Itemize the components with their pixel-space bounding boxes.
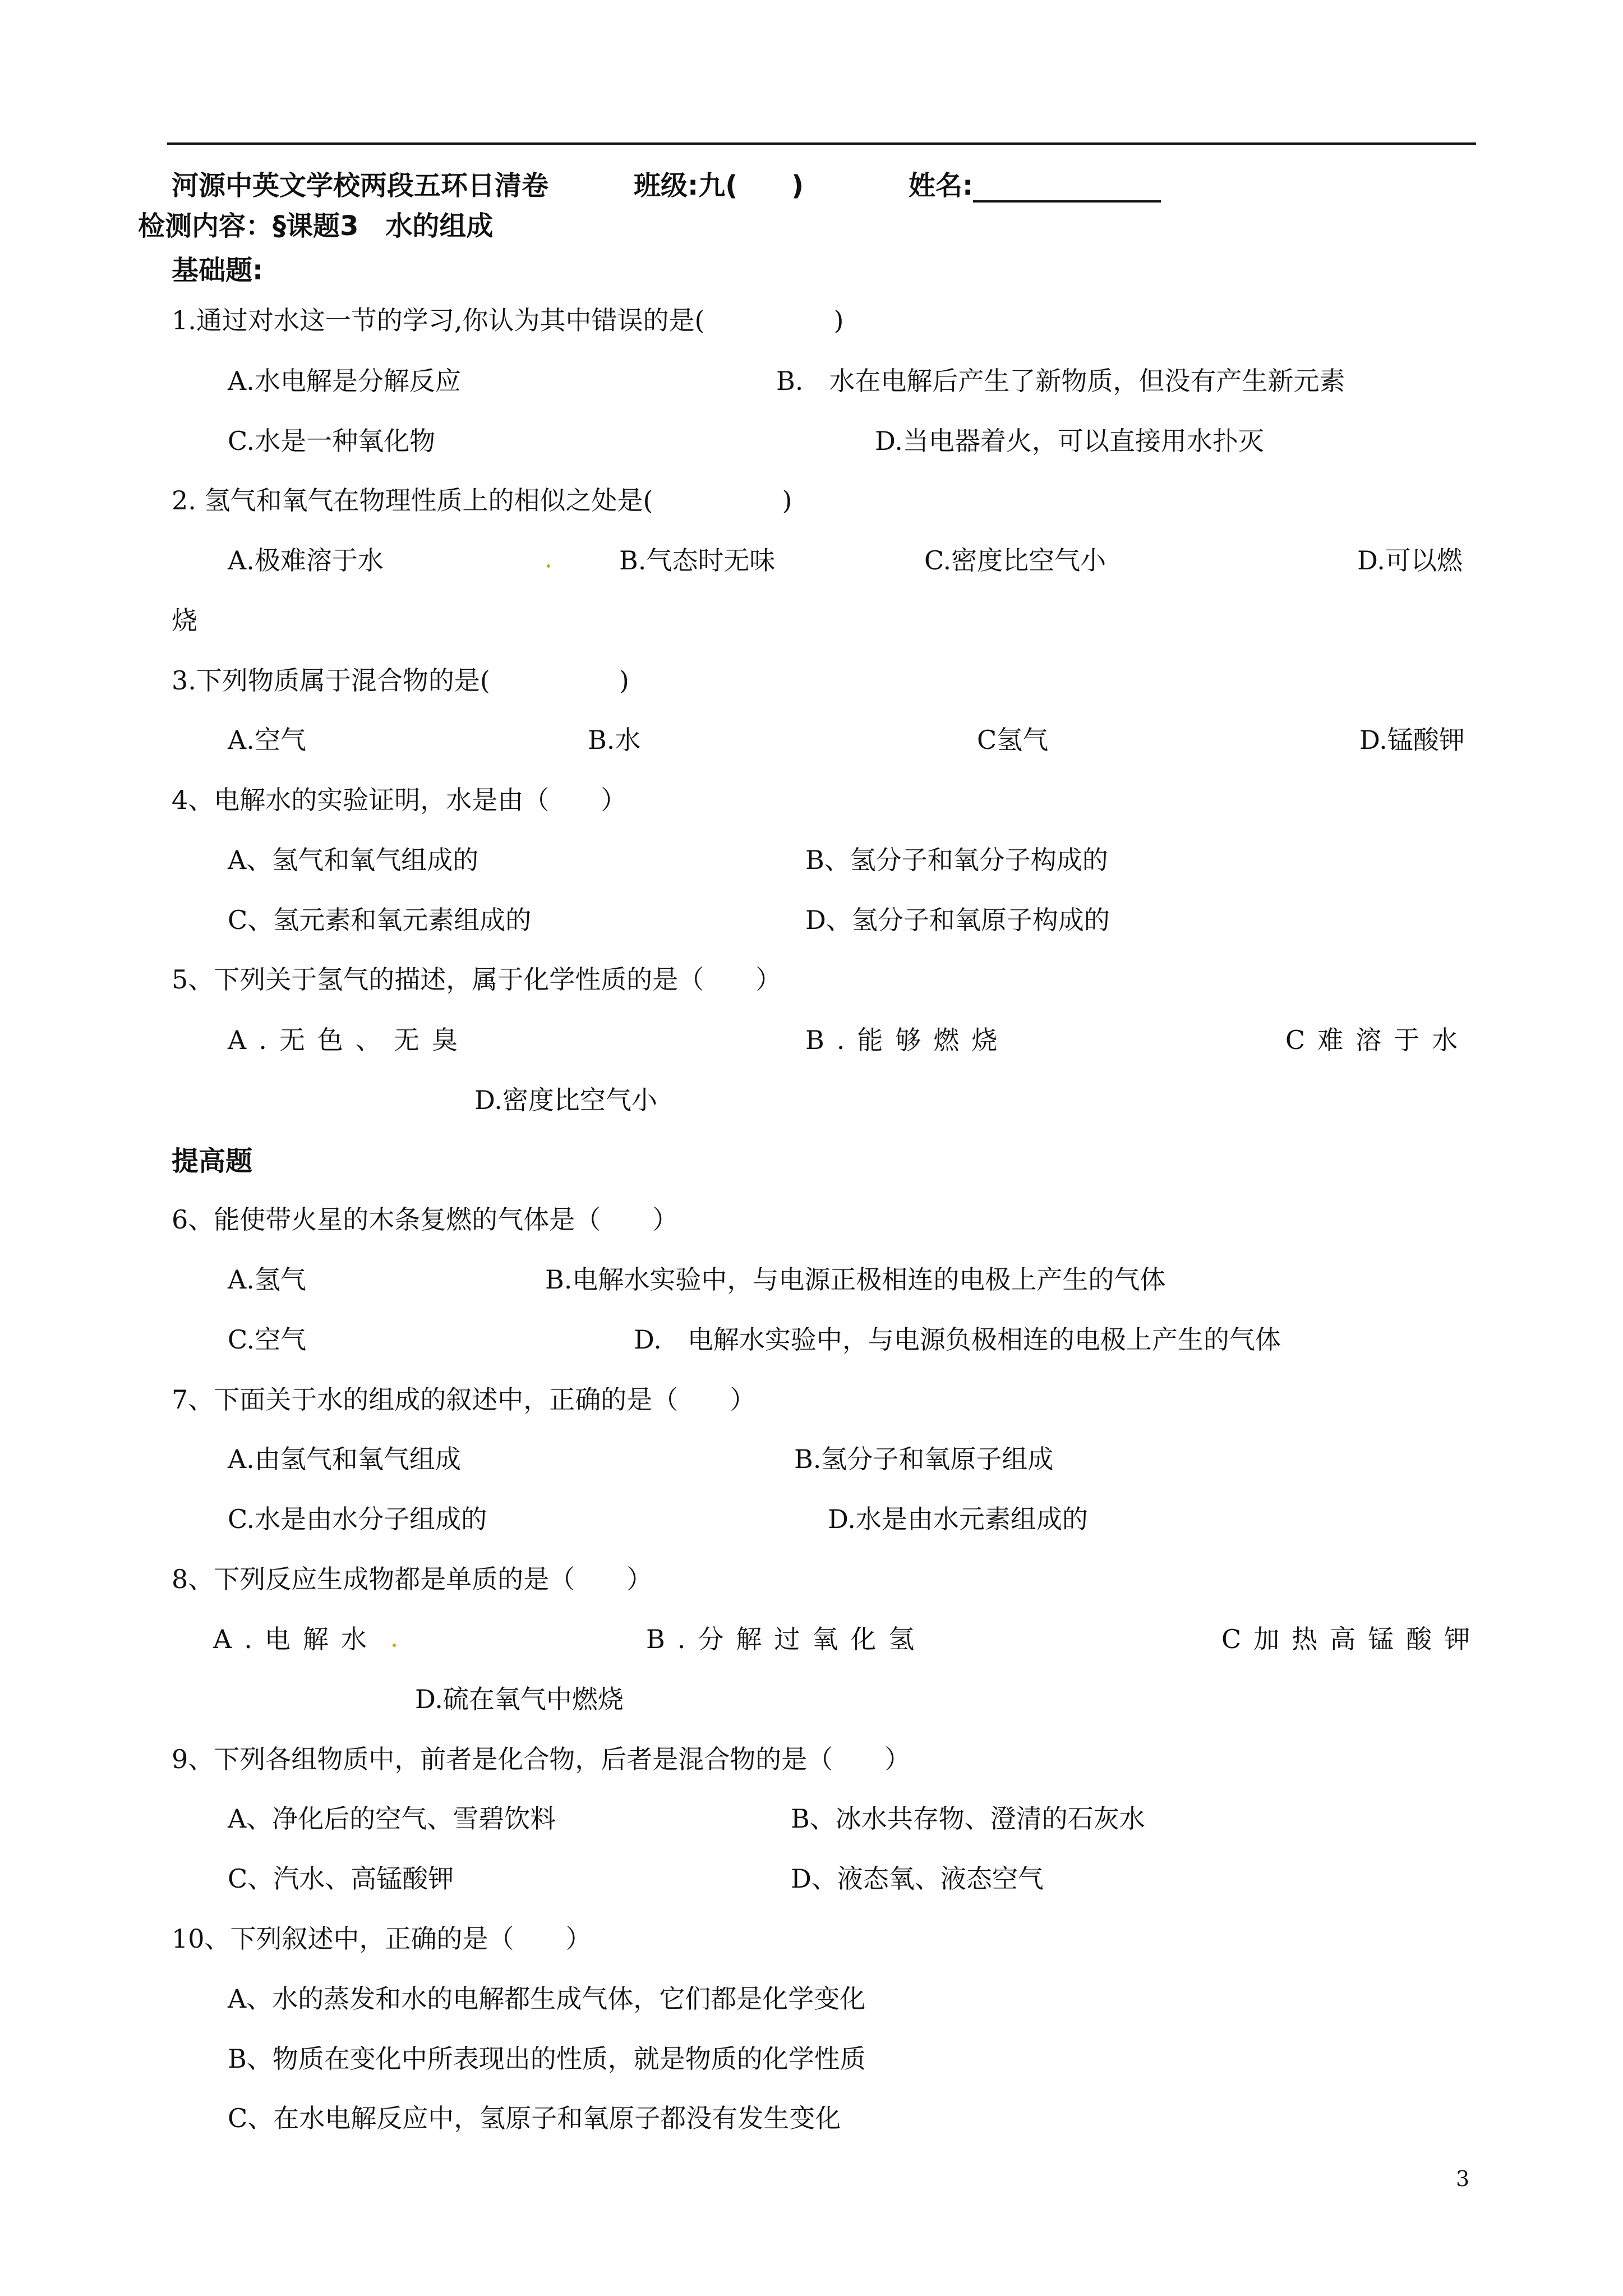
- q9-option-c: C、汽水、高锰酸钾: [228, 1864, 454, 1894]
- name-field[interactable]: [909, 164, 1161, 203]
- q3-option-d: D.锰酸钾: [1359, 725, 1465, 755]
- q9-option-b: B、冰水共存物、澄清的石灰水: [791, 1803, 1145, 1834]
- q4-option-b: B、氢分子和氧分子构成的: [805, 845, 1108, 875]
- q7-option-d: D.水是由水元素组成的: [828, 1504, 1088, 1534]
- q7-option-c: C.水是由水分子组成的: [228, 1504, 487, 1534]
- q10-option-c: C、在水电解反应中，氢原子和氧原子都没有发生变化: [228, 2103, 841, 2133]
- q3-option-a: A.空气: [228, 725, 306, 755]
- header-rule: [167, 142, 1476, 145]
- q8-option-c: C加热高锰酸钾: [1221, 1624, 1483, 1654]
- stray-dot-mark: [393, 1644, 396, 1647]
- q2-option-c: C.密度比空气小: [924, 545, 1106, 576]
- page-number: 3: [1456, 2166, 1470, 2191]
- q7-option-b: B.氢分子和氧原子组成: [794, 1444, 1054, 1474]
- name-blank: [973, 172, 1161, 203]
- q8-option-d: D.硫在氧气中燃烧: [415, 1684, 624, 1714]
- q10-stem: 10、下列叙述中，正确的是（ ）: [172, 1924, 592, 1954]
- q7-option-a: A.由氢气和氧气组成: [228, 1444, 461, 1474]
- q6-option-b: B.电解水实验中，与电源正极相连的电极上产生的气体: [545, 1264, 1166, 1295]
- q8-stem: 8、下列反应生成物都是单质的是（ ）: [172, 1564, 653, 1594]
- section-advanced: 提高题: [172, 1145, 253, 1177]
- q6-option-a: A.氢气: [228, 1264, 306, 1295]
- q2-option-b: B.气态时无味: [619, 545, 776, 576]
- school-title: 河源中英文学校两段五环日清卷: [172, 170, 549, 201]
- q2-option-d: D.可以燃: [1357, 545, 1463, 576]
- q6-stem: 6、能使带火星的木条复燃的气体是（ ）: [172, 1204, 679, 1235]
- q3-option-c: C氢气: [977, 725, 1049, 755]
- q1-option-d: D.当电器着火，可以直接用水扑灭: [875, 426, 1264, 456]
- q4-option-c: C、氢元素和氧元素组成的: [228, 905, 532, 935]
- q3-stem: 3.下列物质属于混合物的是( ): [172, 665, 629, 696]
- q6-option-c: C.空气: [228, 1324, 307, 1355]
- q10-option-b: B、物质在变化中所表现出的性质，就是物质的化学性质: [228, 2044, 866, 2074]
- q9-stem: 9、下列各组物质中，前者是化合物，后者是混合物的是（ ）: [172, 1744, 911, 1774]
- q10-option-a: A、水的蒸发和水的电解都生成气体，它们都是化学变化: [228, 1984, 866, 2014]
- q1-stem: 1.通过对水这一节的学习,你认为其中错误的是( ): [172, 305, 844, 335]
- q7-stem: 7、下面关于水的组成的叙述中，正确的是（ ）: [172, 1384, 756, 1415]
- q3-option-b: B.水: [588, 725, 641, 755]
- q4-option-d: D、氢分子和氧原子构成的: [805, 905, 1110, 935]
- q1-option-c: C.水是一种氧化物: [228, 426, 436, 456]
- content-label: 检测内容：§课题3 水的组成: [138, 210, 494, 242]
- name-label: 姓名:: [909, 170, 974, 201]
- q2-stem: 2. 氢气和氧气在物理性质上的相似之处是( ): [172, 485, 792, 516]
- q2-option-d-continued: 烧: [172, 605, 197, 636]
- q9-option-a: A、净化后的空气、雪碧饮料: [228, 1803, 556, 1834]
- q9-option-d: D、液态氧、液态空气: [791, 1864, 1044, 1894]
- q1-option-a: A.水电解是分解反应: [228, 366, 461, 396]
- q1-option-b: B. 水在电解后产生了新物质，但没有产生新元素: [776, 366, 1345, 396]
- q8-option-b: B.分解过氧化氢: [646, 1624, 927, 1654]
- q4-option-a: A、氢气和氧气组成的: [228, 845, 479, 875]
- stray-dot-mark: [547, 564, 550, 568]
- q5-option-c: C难溶于水: [1285, 1025, 1470, 1055]
- q5-option-d: D.密度比空气小: [474, 1085, 657, 1115]
- q5-option-a: A.无色、无臭: [228, 1025, 470, 1055]
- q6-option-d: D. 电解水实验中，与电源负极相连的电极上产生的气体: [634, 1324, 1281, 1355]
- class-label: 班级:九( ): [634, 170, 804, 201]
- q5-stem: 5、下列关于氢气的描述，属于化学性质的是（ ）: [172, 964, 782, 995]
- section-basic: 基础题:: [172, 255, 264, 286]
- q2-option-a: A.极难溶于水: [228, 545, 384, 576]
- q5-option-b: B.能够燃烧: [805, 1025, 1010, 1055]
- q8-option-a: A.电解水: [213, 1624, 379, 1654]
- q4-stem: 4、电解水的实验证明，水是由（ ）: [172, 785, 627, 815]
